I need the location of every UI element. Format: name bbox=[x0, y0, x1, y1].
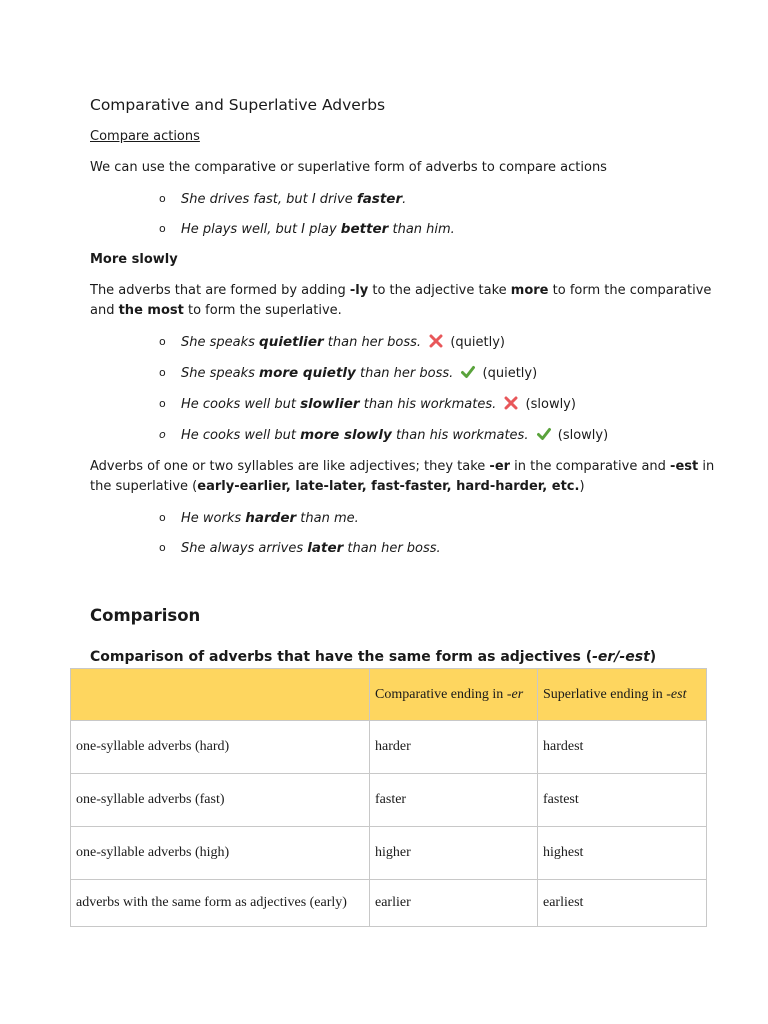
syllable-paragraph-line: Adverbs of one or two syllables are like adjectives; they take -er in the comparative and -est in bbox=[90, 459, 715, 474]
table-cell: one-syllable adverbs (hard) bbox=[71, 721, 370, 774]
bullet-marker: o bbox=[159, 222, 166, 235]
rule-paragraph-line: and the most to form the superlative. bbox=[90, 303, 342, 318]
table-header-cell: Comparative ending in -er bbox=[370, 669, 538, 721]
example-item-incorrect: She speaks quietlier than her boss. (quietly) bbox=[181, 334, 505, 350]
cross-mark-icon bbox=[429, 334, 443, 348]
example-item: He plays well, but I play better than him. bbox=[181, 221, 455, 237]
table-row bbox=[71, 880, 707, 927]
table-header-row bbox=[71, 669, 707, 721]
example-item-correct: She speaks more quietly than her boss. (quietly) bbox=[181, 365, 538, 381]
example-item: She drives fast, but I drive faster. bbox=[181, 191, 407, 207]
bullet-marker: o bbox=[159, 541, 166, 554]
check-mark-icon bbox=[461, 365, 475, 379]
syllable-paragraph-line: the superlative (early-earlier, late-later, fast-faster, hard-harder, etc.) bbox=[90, 479, 585, 494]
table-row bbox=[71, 774, 707, 827]
subtitle-compare-actions: Compare actions bbox=[90, 129, 200, 144]
example-item: He works harder than me. bbox=[181, 510, 359, 526]
table-header-cell bbox=[71, 669, 370, 721]
table-cell: higher bbox=[370, 827, 538, 880]
table-cell: faster bbox=[370, 774, 538, 827]
table-cell: earliest bbox=[538, 880, 707, 927]
page-title: Comparative and Superlative Adverbs bbox=[90, 96, 386, 114]
example-item: She always arrives later than her boss. bbox=[181, 540, 441, 556]
rule-paragraph-line: The adverbs that are formed by adding -ly to the adjective take more to form the comparative bbox=[90, 283, 712, 298]
example-item-correct: He cooks well but more slowly than his workmates. (slowly) bbox=[181, 427, 609, 443]
comparison-table bbox=[70, 668, 707, 927]
check-mark-icon bbox=[537, 427, 551, 441]
cross-mark-icon bbox=[504, 396, 518, 410]
table-cell: fastest bbox=[538, 774, 707, 827]
table-cell: one-syllable adverbs (fast) bbox=[71, 774, 370, 827]
bullet-marker: o bbox=[159, 397, 166, 410]
bullet-marker: o bbox=[159, 428, 166, 441]
table-cell: hardest bbox=[538, 721, 707, 774]
comparison-subheading: Comparison of adverbs that have the same form as adjectives (-er/-est) bbox=[90, 649, 657, 665]
table-cell: adverbs with the same form as adjectives (early) bbox=[71, 880, 370, 927]
bullet-marker: o bbox=[159, 511, 166, 524]
table-cell: highest bbox=[538, 827, 707, 880]
bullet-marker: o bbox=[159, 335, 166, 348]
table-cell: one-syllable adverbs (high) bbox=[71, 827, 370, 880]
comparison-heading: Comparison bbox=[90, 606, 201, 625]
intro-paragraph: We can use the comparative or superlative form of adverbs to compare actions bbox=[90, 160, 607, 175]
table-cell: earlier bbox=[370, 880, 538, 927]
table-cell: harder bbox=[370, 721, 538, 774]
example-item-incorrect: He cooks well but slowlier than his workmates. (slowly) bbox=[181, 396, 576, 412]
table-row bbox=[71, 721, 707, 774]
bullet-marker: o bbox=[159, 366, 166, 379]
heading-more-slowly: More slowly bbox=[90, 252, 178, 267]
table-header-cell: Superlative ending in -est bbox=[538, 669, 707, 721]
bullet-marker: o bbox=[159, 192, 166, 205]
table-row bbox=[71, 827, 707, 880]
